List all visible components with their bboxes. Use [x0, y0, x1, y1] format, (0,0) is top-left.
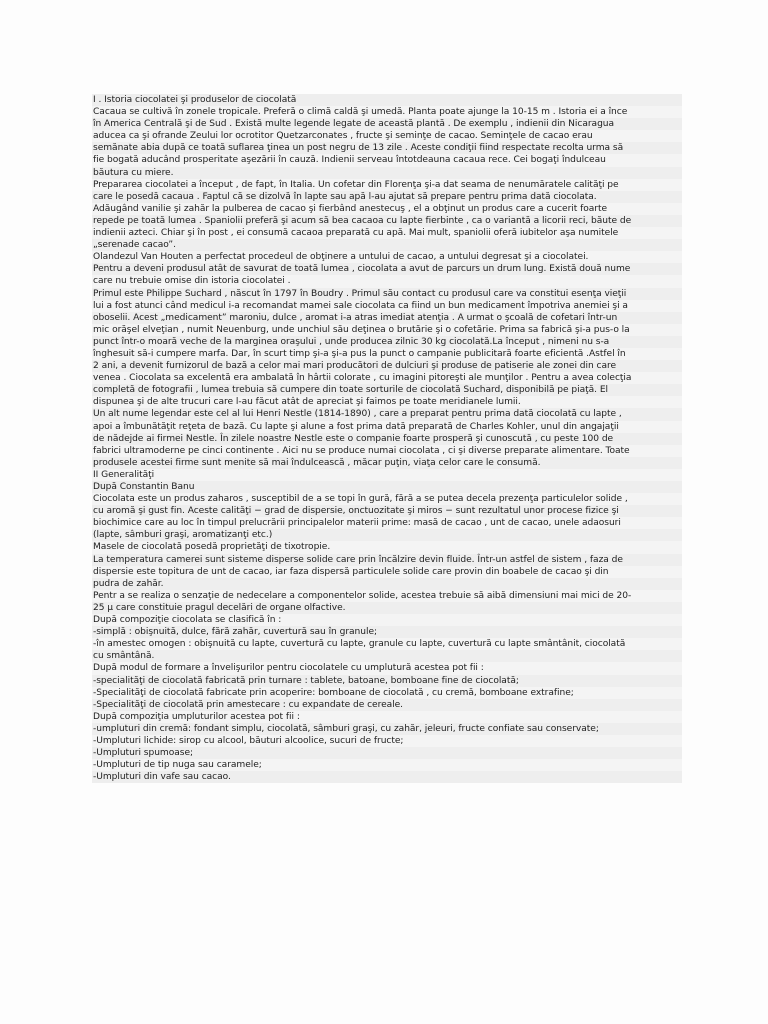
text-line: La temperatura camerei sunt sisteme disperse solide care prin încălzire devin fluide. Într-un astfel de sistem , faza de [92, 554, 682, 566]
text-line: fabrici ultramoderne pe cinci continente . Aici nu se produce numai ciocolata , ci şi diverse preparate alimentare. Toate [92, 445, 682, 457]
text-line: Pentru a deveni produsul atât de savurat de toată lumea , ciocolata a avut de parcurs un drum lung. Există două nume [92, 263, 682, 275]
text-line: După compoziţie ciocolata se clasifică în : [92, 614, 682, 626]
text-line: -Specialităţi de ciocolată prin amestecare : cu expandate de cereale. [92, 699, 682, 711]
text-line: fie bogată aducând prosperitate aşezării în cauză. Indienii serveau întotdeauna cacaua rece. Cei bogaţi îndulceau [92, 154, 682, 166]
text-line: Un alt nume legendar este cel al lui Henri Nestle (1814-1890) , care a preparat pentru prima dată ciocolată cu lapte , [92, 408, 682, 420]
text-line: indienii azteci. Chiar şi în post , ei consumă cacaoa preparată cu apă. Mai mult, spaniolii oferă iubitelor aşa numitele [92, 227, 682, 239]
text-line: Adăugând vanilie şi zahăr la pulberea de cacao şi fierbând anestecuş , el a obţinut un produs care a cucerit foarte [92, 203, 682, 215]
text-line: I . Istoria ciocolatei şi produselor de ciocolată [92, 94, 682, 106]
text-line: -Umpluturi spumoase; [92, 747, 682, 759]
text-line: (lapte, sâmburi graşi, aromatizanţi etc.) [92, 529, 682, 541]
text-line: -Umpluturi de tip nuga sau caramele; [92, 759, 682, 771]
text-line: -Specialităţi de ciocolată fabricate prin acoperire: bomboane de ciocolată , cu cremă, bomboane extrafine; [92, 687, 682, 699]
text-line: După Constantin Banu [92, 481, 682, 493]
text-line: -umpluturi din cremă: fondant simplu, ciocolată, sâmburi graşi, cu zahăr, jeleuri, fructe confiate sau conservate; [92, 723, 682, 735]
text-line: băutura cu miere. [92, 167, 682, 179]
text-line: în America Centrală şi de Sud . Există multe legende legate de această plantă . De exemplu , indienii din Nicaragua [92, 118, 682, 130]
text-line: oboselii. Acest „medicament” maroniu, dulce , aromat i-a atras imediat atenţia . A urmat o şcoală de cofetari într-un [92, 312, 682, 324]
text-line: biochimice care au loc în timpul prelucrării principalelor materii prime: masă de cacao , unt de cacao, unele adaosuri [92, 517, 682, 529]
text-line: Olandezul Van Houten a perfectat procedeul de obţinere a untului de cacao, a untului degresat şi a ciocolatei. [92, 251, 682, 263]
text-line: dispersie este topitura de unt de cacao, iar faza dispersă particulele solide care provin din boabele de cacao şi din [92, 566, 682, 578]
text-line: apoi a îmbunătăţit reţeta de bază. Cu lapte şi alune a fost prima dată preparată de Charles Kohler, unul din angajaţii [92, 421, 682, 433]
text-line: Ciocolata este un produs zaharos , susceptibil de a se topi în gură, fără a se putea decela prezenţa particulelor solide , [92, 493, 682, 505]
text-line: pudra de zahăr. [92, 578, 682, 590]
text-line: După compoziţia umpluturilor acestea pot fii : [92, 711, 682, 723]
text-line: 25 μ care constituie pragul decelări de organe olfactive. [92, 602, 682, 614]
text-line: -specialităţi de ciocolată fabricată prin turnare : tablete, batoane, bomboane fine de ciocolată; [92, 675, 682, 687]
text-line: II Generalităţi [92, 469, 682, 481]
text-line: Primul este Philippe Suchard , născut în 1797 în Boudry . Primul său contact cu produsul care va constitui esenţa vieţii [92, 288, 682, 300]
text-line: 2 ani, a devenit furnizorul de bază a celor mai mari producători de dulciuri şi produse de patiserie ale zonei din care [92, 360, 682, 372]
text-line: care nu trebuie omise din istoria ciocolatei . [92, 275, 682, 287]
text-line: Cacaua se cultivă în zonele tropicale. Preferă o climă caldă şi umedă. Planta poate ajunge la 10-15 m . Istoria ei a înce [92, 106, 682, 118]
text-line: care le posedă cacaua . Faptul că se dizolvă în lapte sau apă l-au ajutat să prepare pentru prima dată ciocolata. [92, 191, 682, 203]
text-line: După modul de formare a învelişurilor pentru ciocolatele cu umplutură acestea pot fii : [92, 662, 682, 674]
text-line: Prepararea ciocolatei a început , de fapt, în Italia. Un cofetar din Florenţa şi-a dat seama de nenumăratele calităţi pe [92, 179, 682, 191]
text-line: completă de fotografii , lumea trebuia să cumpere din toate sorturile de ciocolată Suchard, disponibilă pe piaţă. El [92, 384, 682, 396]
text-line: cu aromă şi gust fin. Aceste calităţi − grad de dispersie, onctuozitate şi miros − sunt rezultatul unor procese fizice şi [92, 505, 682, 517]
text-line: Pentr a se realiza o senzaţie de nedecelare a componentelor solide, acestea trebuie să aibă dimensiuni mai mici de 20- [92, 590, 682, 602]
text-line: cu smântână. [92, 650, 682, 662]
document-body [92, 94, 682, 783]
text-line: -Umpluturi lichide: sirop cu alcool, băuturi alcoolice, sucuri de fructe; [92, 735, 682, 747]
text-line: produsele acestei firme sunt menite să mai îndulcească , măcar puţin, viaţa celor care le consumă. [92, 457, 682, 469]
text-line: dispunea şi de alte trucuri care l-au făcut atât de apreciat şi faimos pe toate meridianele lumii. [92, 396, 682, 408]
text-line: aducea ca şi ofrande Zeului lor ocrotitor Quetzarconates , fructe şi seminţe de cacao. Seminţele de cacao erau [92, 130, 682, 142]
text-line: -simplă : obişnuită, dulce, fără zahăr, cuvertură sau în granule; [92, 626, 682, 638]
text-line: -Umpluturi din vafe sau cacao. [92, 771, 682, 783]
text-line: lui a fost atunci când medicul i-a recomandat mamei sale ciocolata ca fiind un bun medicament împotriva anemiei şi a [92, 300, 682, 312]
text-line: venea . Ciocolata sa excelentă era ambalată în hârtii colorate , cu imagini pitoreşti ale munţilor . Pentru a avea colecţia [92, 372, 682, 384]
text-line: punct într-o moară veche de la marginea oraşului , unde producea zilnic 30 kg ciocolată.La început , nimeni nu s-a [92, 336, 682, 348]
text-line: repede pe toată lumea . Spaniolii preferă şi acum să bea cacaoa cu lapte fierbinte , ca o variantă a licorii reci, băute de [92, 215, 682, 227]
text-line: -în amestec omogen : obişnuită cu lapte, cuvertură cu lapte, granule cu lapte, cuvertură cu lapte smântânit, ciocolată [92, 638, 682, 650]
text-line: Masele de ciocolată posedă proprietăţi de tixotropie. [92, 541, 682, 553]
text-line: mic orăşel elveţian , numit Neuenburg, unde unchiul său deţinea o brutărie şi o cofetărie. Prima sa fabrică şi-a pus-o la [92, 324, 682, 336]
text-line: „serenade cacao”. [92, 239, 682, 251]
text-line: semănate abia după ce toată suflarea ţinea un post negru de 13 zile . Aceste condiţii fiind respectate recolta urma să [92, 142, 682, 154]
text-line: înghesuit să-i cumpere marfa. Dar, în scurt timp şi-a şi-a pus la punct o campanie publicitară foarte eficientă .Astfel în [92, 348, 682, 360]
text-line: de nădejde ai firmei Nestle. În zilele noastre Nestle este o companie foarte prosperă şi cunoscută , cu peste 100 de [92, 433, 682, 445]
